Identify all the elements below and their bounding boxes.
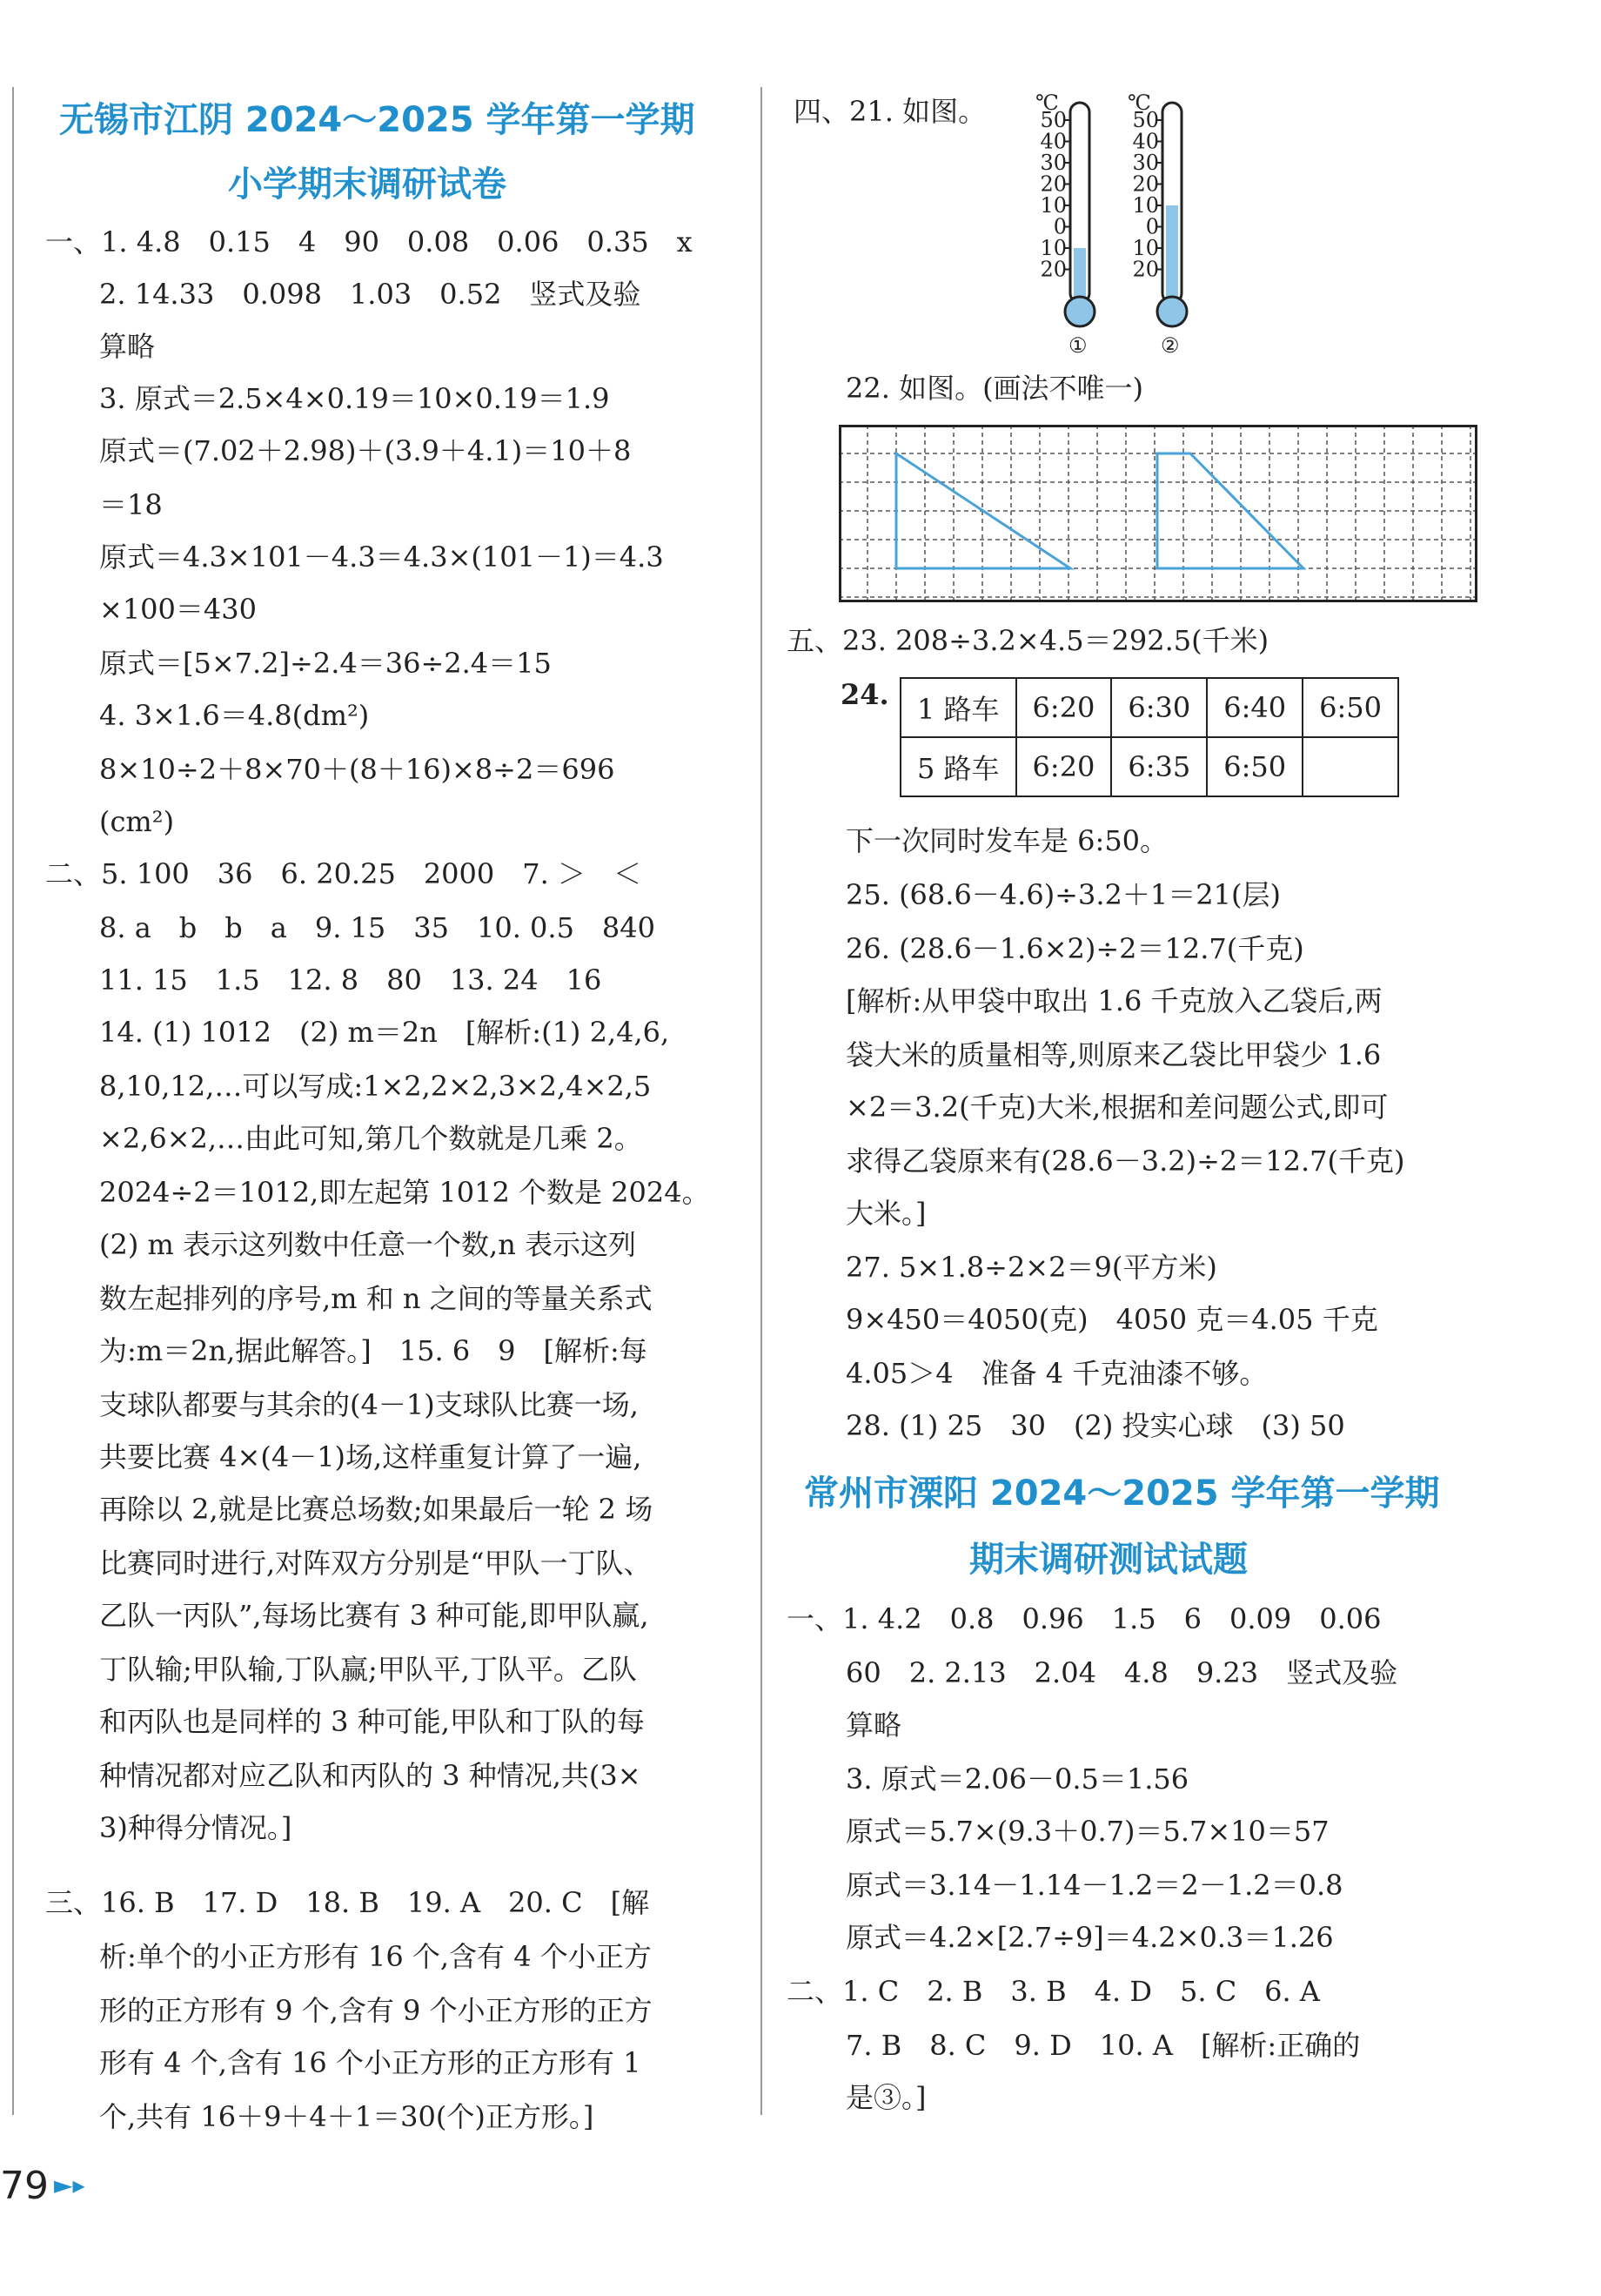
table-cell: 6:40 [1207,678,1303,737]
answer-line: 原式＝[5×7.2]÷2.4＝36÷2.4＝15 [99,647,552,680]
answer-line: 3. 原式＝2.06－0.5＝1.56 [846,1762,1189,1796]
answer-line: 析:单个的小正方形有 16 个,含有 4 个小正方 [99,1940,652,1973]
table-cell: 6:35 [1111,737,1207,796]
table-row [901,678,1398,737]
answer-line: 求得乙袋原来有(28.6－3.2)÷2＝12.7(千克) [846,1145,1405,1178]
answer-line: 种情况都对应乙队和丙队的 3 种情况,共(3× [99,1759,641,1792]
answer-line: 形的正方形有 9 个,含有 9 个小正方形的正方 [99,1994,653,2027]
thermometer-fill [1166,205,1178,305]
table-cell: 5 路车 [901,737,1016,796]
table-row [901,737,1398,796]
thermometer-1 [1035,91,1095,357]
answer-line: 比赛同时进行,对阵双方分别是“甲队一丁队、 [99,1547,652,1580]
answer-line: 原式＝(7.02＋2.98)＋(3.9＋4.1)＝10＋8 [99,434,632,467]
table-cell: 6:50 [1207,737,1303,796]
answer-line: 60 2. 2.13 2.04 4.8 9.23 竖式及验 [846,1656,1398,1689]
thermometer-tick-label: 20 [1132,171,1159,197]
answer-line: 为:m＝2n,据此解答。] 15. 6 9 [解析:每 [99,1334,647,1367]
q23-line: 五、23. 208÷3.2×4.5＝292.5(千米) [787,624,1269,657]
left-title-2: 小学期末调研试卷 [228,164,506,205]
q21-label: 四、21. 如图。 [794,95,987,128]
answer-line: 原式＝5.7×(9.3＋0.7)＝5.7×10＝57 [846,1815,1330,1848]
answer-line: 二、1. C 2. B 3. B 4. D 5. C 6. A [787,1975,1320,2008]
thermometer-tick-label: 0 [1145,214,1159,239]
right-title-2: 期末调研测试试题 [969,1540,1248,1580]
left-margin-rule [12,87,14,2115]
answer-line: 共要比赛 4×(4－1)场,这样重复计算了一遍, [99,1440,642,1474]
thermometer-tick-label: 40 [1040,129,1067,154]
grid-figure [839,425,1477,602]
answer-line: 算略 [846,1709,902,1742]
thermometer-tick-label: 10 [1040,236,1067,260]
answer-line: 7. B 8. C 9. D 10. A [解析:正确的 [846,2029,1361,2062]
answer-line: 原式＝4.3×101－4.3＝4.3×(101－1)＝4.3 [99,540,664,574]
answer-line: 下一次同时发车是 6:50。 [846,824,1169,857]
answer-line: 原式＝3.14－1.14－1.2＝2－1.2＝0.8 [846,1869,1343,1902]
answer-line: 8. a b b a 9. 15 35 10. 0.5 840 [99,911,656,944]
answer-line: 和丙队也是同样的 3 种可能,甲队和丁队的每 [99,1705,645,1738]
answer-line: 3. 原式＝2.5×4×0.19＝10×0.19＝1.9 [99,382,610,415]
answer-line: 原式＝4.2×[2.7÷9]＝4.2×0.3＝1.26 [846,1921,1334,1954]
answer-line: 9×450＝4050(克) 4050 克＝4.05 千克 [846,1303,1378,1336]
next-arrows-icon: ►▸ [54,2171,85,2199]
answer-line: 是③。] [846,2081,927,2114]
answer-line: (cm²) [99,805,175,838]
answer-line: 14. (1) 1012 (2) m＝2n [解析:(1) 2,4,6, [99,1016,670,1049]
answer-line: 11. 15 1.5 12. 8 80 13. 24 16 [99,963,602,997]
table-cell: 6:50 [1303,678,1398,737]
thermometer-tick-label: 10 [1040,193,1067,218]
answer-line: 二、5. 100 36 6. 20.25 2000 7. ＞ ＜ [45,857,641,890]
answer-line: (2) m 表示这列数中任意一个数,n 表示这列 [99,1228,636,1261]
answer-line: 大米。] [846,1197,927,1230]
answer-line: ＝18 [99,488,163,521]
thermometer-tick-label: 20 [1040,257,1067,282]
thermometer-tick-label: 40 [1132,129,1159,154]
answer-line: ×2＝3.2(千克)大米,根据和差问题公式,即可 [846,1091,1389,1124]
answer-line: 丁队输;甲队输,丁队赢;甲队平,丁队平。乙队 [99,1653,637,1686]
page-number: 79 [0,2164,49,2208]
answer-line: 个,共有 16＋9＋4＋1＝30(个)正方形。] [99,2100,594,2133]
table-cell: 6:30 [1111,678,1207,737]
thermometer-tick-label: 20 [1040,171,1067,197]
thermometer-label: ① [1068,333,1088,357]
table-cell: 6:20 [1016,737,1112,796]
answer-line: 数左起排列的序号,m 和 n 之间的等量关系式 [99,1282,653,1315]
q24-label: 24. [841,678,889,711]
thermometer-tick-label: 50 [1132,108,1159,132]
thermometer-unit: ℃ [1035,91,1059,115]
answer-line: [解析:从甲袋中取出 1.6 千克放入乙袋后,两 [846,984,1383,1017]
q22-label: 22. 如图。(画法不唯一) [846,372,1144,405]
answer-line: 26. (28.6－1.6×2)÷2＝12.7(千克) [846,932,1304,965]
answer-line: 支球队都要与其余的(4－1)支球队比赛一场, [99,1388,639,1421]
answer-line: 算略 [99,330,156,363]
thermometer-label: ② [1161,333,1180,357]
thermometer-figure [1018,87,1253,357]
answer-line: 再除以 2,就是比赛总场数;如果最后一轮 2 场 [99,1493,653,1526]
answer-line: 8,10,12,…可以写成:1×2,2×2,3×2,4×2,5 [99,1070,652,1103]
answer-line: 28. (1) 25 30 (2) 投实心球 (3) 50 [846,1409,1345,1442]
answer-line: 乙队一丙队”,每场比赛有 3 种可能,即甲队赢, [99,1599,649,1632]
thermometer-2 [1128,91,1187,357]
thermometer-tick-label: 50 [1040,108,1067,132]
left-title-1: 无锡市江阴 2024～2025 学年第一学期 [59,100,695,140]
thermometer-tick-label: 10 [1132,193,1159,218]
answer-line: 8×10÷2＋8×70＋(8＋16)×8÷2＝696 [99,753,615,786]
table-cell: 1 路车 [901,678,1016,737]
answer-line: 4.05＞4 准备 4 千克油漆不够。 [846,1357,1268,1390]
thermometer-tick-label: 20 [1132,257,1159,282]
table-cell: 6:20 [1016,678,1112,737]
answer-line: 三、16. B 17. D 18. B 19. A 20. C [解 [45,1886,650,1919]
answer-line: 一、1. 4.2 0.8 0.96 1.5 6 0.09 0.06 [787,1602,1382,1635]
answer-line: 2024÷2＝1012,即左起第 1012 个数是 2024。 [99,1176,710,1209]
thermometer-tick-label: 10 [1132,236,1159,260]
bus-schedule-table [900,677,1399,797]
answer-line: 袋大米的质量相等,则原来乙袋比甲袋少 1.6 [846,1038,1382,1071]
answer-line: 4. 3×1.6＝4.8(dm²) [99,699,370,732]
answer-line: 27. 5×1.8÷2×2＝9(平方米) [846,1251,1217,1284]
answer-line: 2. 14.33 0.098 1.03 0.52 竖式及验 [99,278,641,311]
thermometer-tick-label: 30 [1132,151,1159,175]
answer-line: ×2,6×2,…由此可知,第几个数就是几乘 2。 [99,1122,642,1155]
answer-line: 25. (68.6－4.6)÷3.2＋1＝21(层) [846,878,1281,911]
thermometer-tick-label: 30 [1040,151,1067,175]
right-title-1: 常州市溧阳 2024～2025 学年第一学期 [804,1474,1440,1514]
answer-line: ×100＝430 [99,593,257,626]
answer-line: 一、1. 4.8 0.15 4 90 0.08 0.06 0.35 x [45,225,693,258]
answer-line: 形有 4 个,含有 16 个小正方形的正方形有 1 [99,2046,641,2079]
answer-line: 3)种得分情况。] [99,1811,292,1844]
thermometer-unit: ℃ [1128,91,1151,115]
table-cell [1303,737,1398,796]
thermometer-tick-label: 0 [1053,214,1067,239]
column-divider [760,87,762,2115]
